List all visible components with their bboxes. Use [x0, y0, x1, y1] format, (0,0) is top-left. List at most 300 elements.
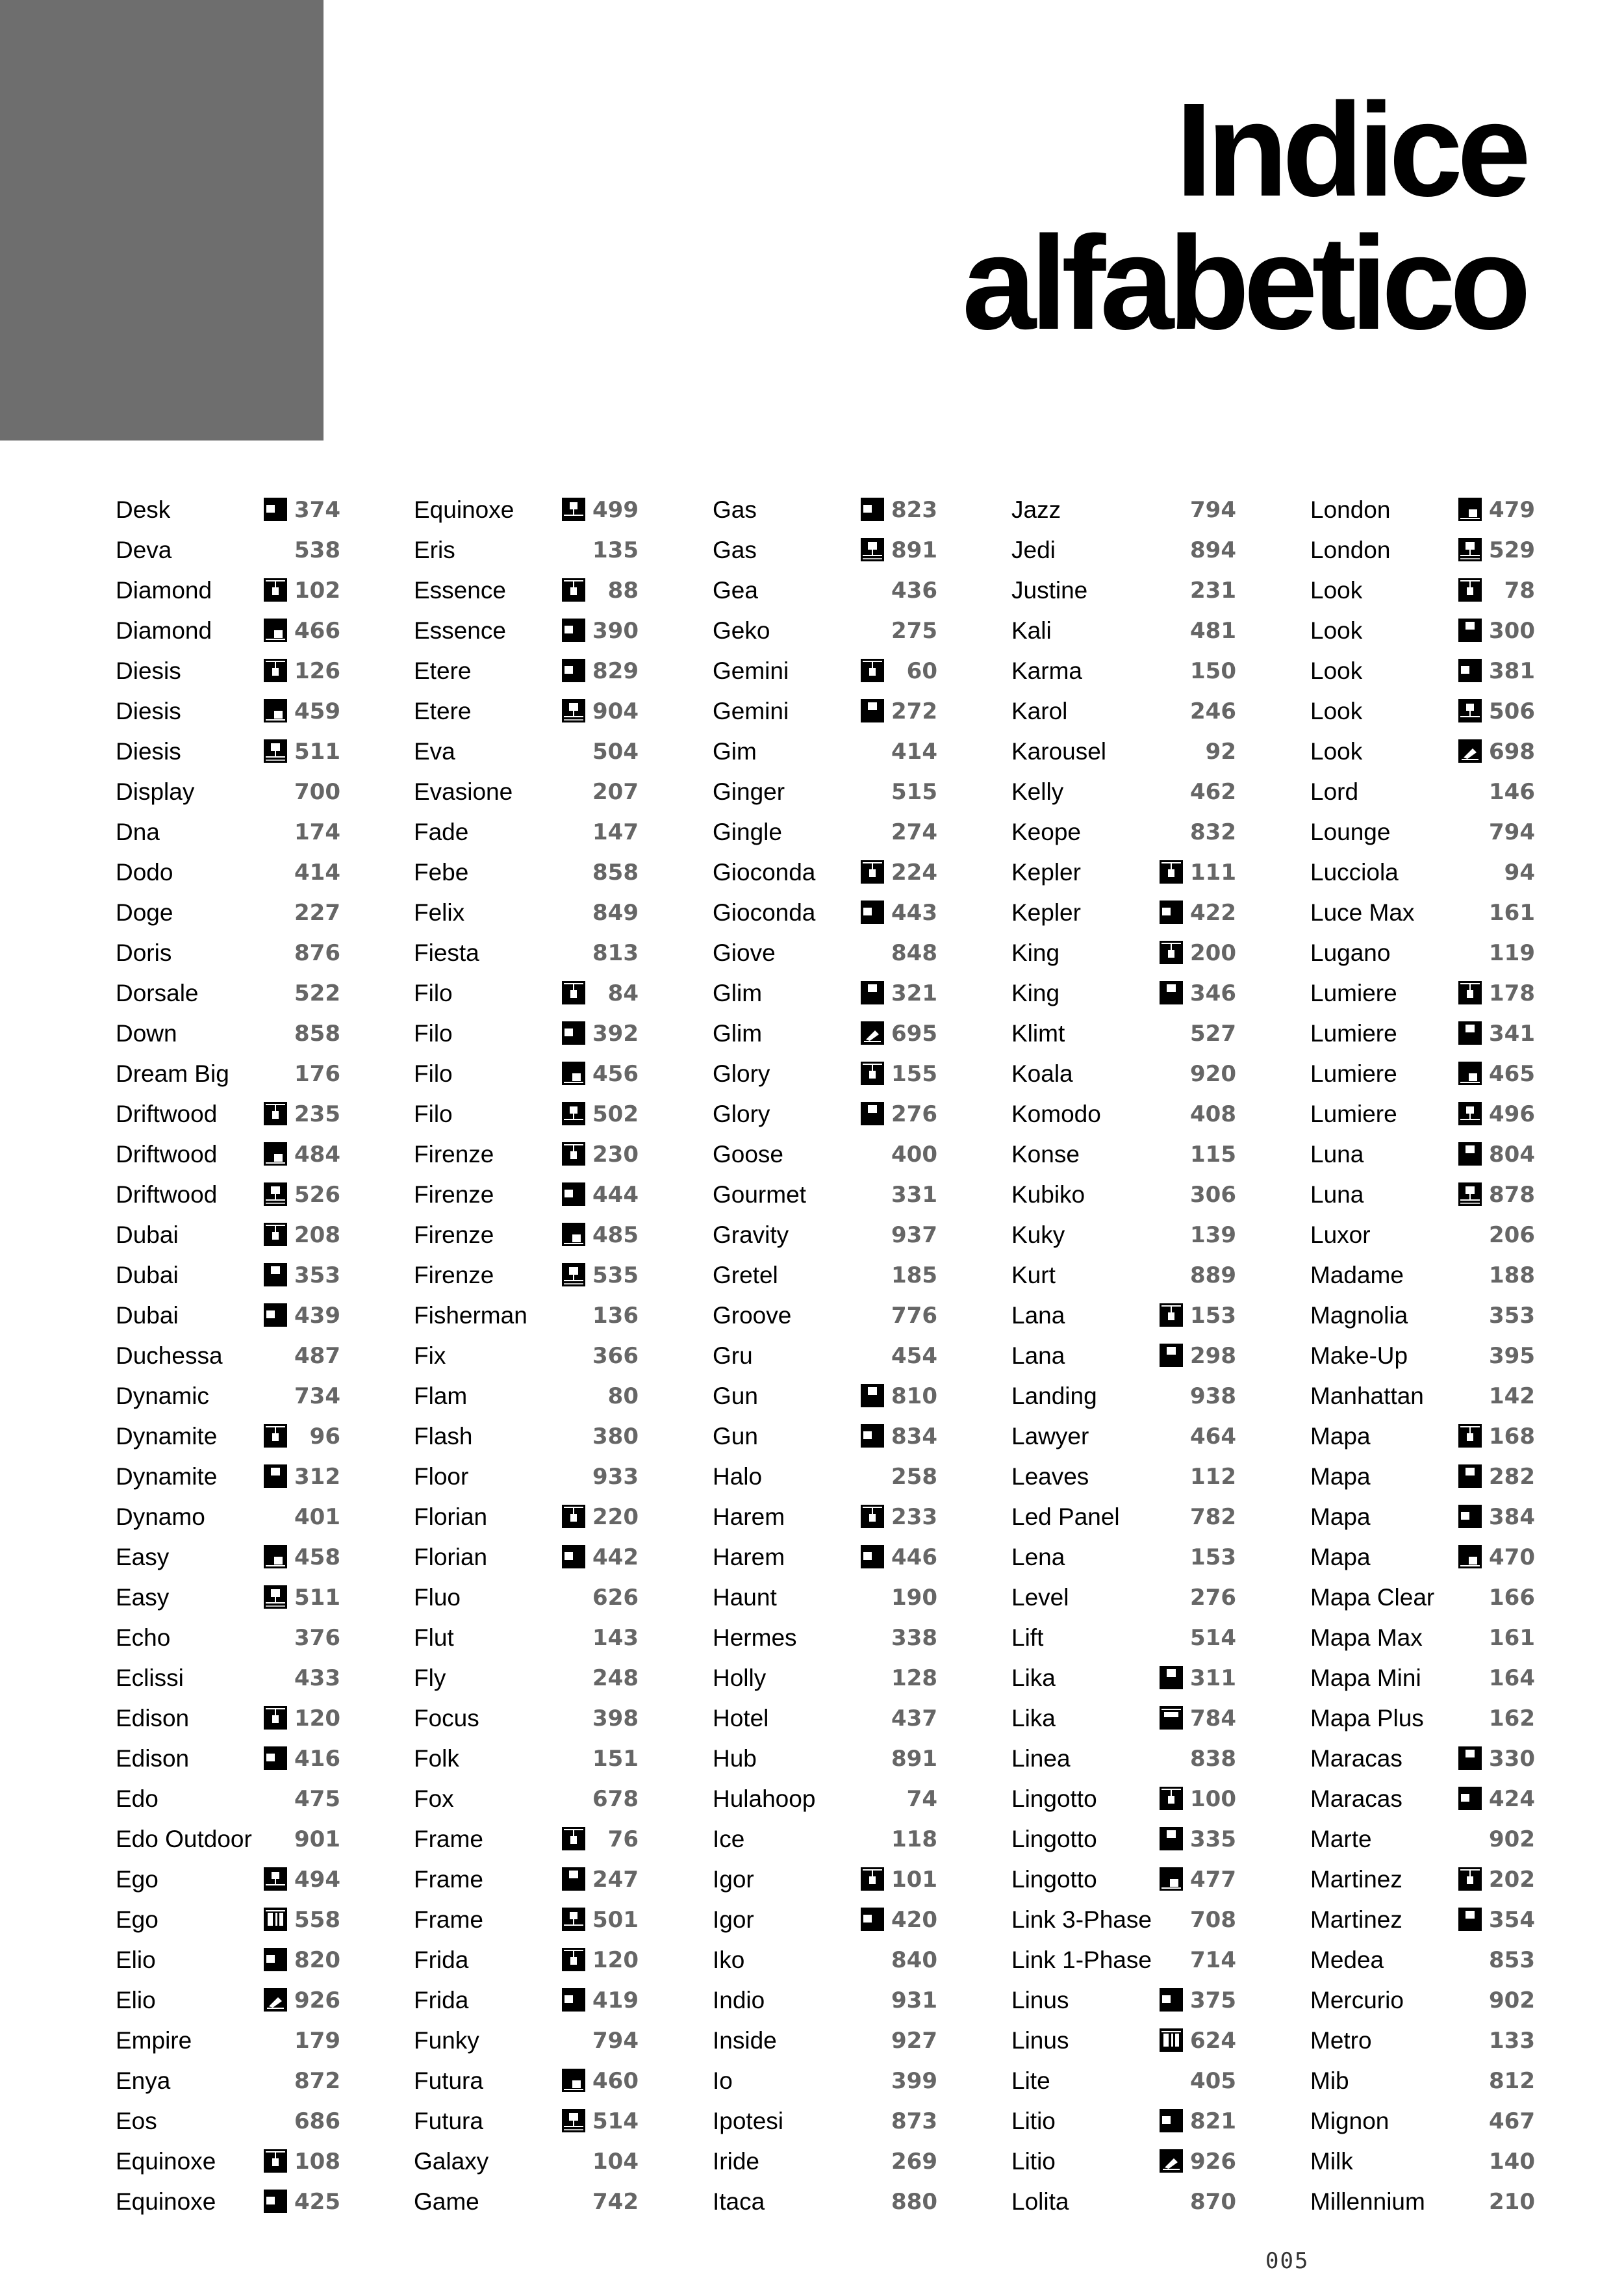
entry-page-number: 331: [891, 1182, 937, 1208]
entry-page-number: 128: [891, 1665, 937, 1691]
index-entry: [1310, 570, 1535, 611]
entry-page-number: 330: [1489, 1746, 1535, 1772]
entry-name: King: [1011, 939, 1060, 966]
index-entry: [116, 893, 340, 933]
entry-name: Gemini: [713, 698, 789, 724]
entry-name: Desk: [116, 496, 171, 523]
entry-page-number: 477: [1190, 1867, 1236, 1893]
entry-page-number: 353: [294, 1262, 340, 1288]
index-entry: [414, 893, 639, 933]
spotlight-icon: [1458, 739, 1482, 763]
index-entry: [414, 1416, 639, 1457]
index-entry: [414, 732, 639, 772]
ceiling-lamp-icon: [562, 1867, 585, 1891]
entry-page-number: 433: [294, 1665, 340, 1691]
index-entry: [1011, 1296, 1236, 1336]
entry-name: Mapa Plus: [1310, 1705, 1424, 1731]
entry-name: Diamond: [116, 577, 212, 604]
page-title: [962, 75, 1525, 357]
index-entry: [1310, 1537, 1535, 1578]
index-entry: [1310, 973, 1535, 1014]
entry-name: Kubiko: [1011, 1181, 1085, 1208]
entry-name: Gas: [713, 496, 757, 523]
entry-page-number: 188: [1489, 1262, 1535, 1288]
entry-name: Dynamite: [116, 1423, 218, 1450]
entry-name: Kurt: [1011, 1262, 1056, 1288]
entry-page-number: 143: [592, 1625, 639, 1651]
entry-page-number: 734: [294, 1383, 340, 1409]
entry-page-number: 933: [592, 1464, 639, 1490]
pendant-lamp-icon: [264, 2149, 287, 2173]
floor-lamp-icon: [562, 1062, 585, 1085]
entry-name: Etere: [414, 698, 472, 724]
index-entry: [116, 2061, 340, 2101]
entry-name: Lumiere: [1310, 980, 1397, 1006]
entry-page-number: 891: [891, 537, 937, 563]
wall-lamp-icon: [861, 1545, 884, 1568]
entry-name: Enya: [116, 2067, 171, 2094]
index-entry: [1011, 1134, 1236, 1175]
entry-name: Lena: [1011, 1544, 1065, 1570]
entry-name: Equinoxe: [116, 2148, 216, 2175]
entry-name: Mapa: [1310, 1503, 1371, 1530]
entry-name: Mercurio: [1310, 1987, 1404, 2013]
entry-name: Ipotesi: [713, 2108, 784, 2134]
index-entry: [713, 1940, 937, 1980]
entry-name: Fly: [414, 1665, 446, 1691]
index-entry: [1011, 2141, 1236, 2182]
entry-page-number: 408: [1190, 1101, 1236, 1127]
entry-page-number: 335: [1190, 1826, 1236, 1852]
index-entry: [713, 2061, 937, 2101]
index-entry: [116, 490, 340, 530]
entry-page-number: 829: [592, 658, 639, 684]
entry-name: Litio: [1011, 2148, 1056, 2175]
entry-page-number: 161: [1489, 900, 1535, 926]
entry-page-number: 133: [1489, 2028, 1535, 2054]
index-entry: [713, 2182, 937, 2222]
entry-name: Maracas: [1310, 1745, 1402, 1772]
index-entry: [116, 611, 340, 651]
entry-page-number: 375: [1190, 1987, 1236, 2013]
index-entry: [1310, 1900, 1535, 1940]
index-entry: [1310, 530, 1535, 570]
index-entry: [414, 1094, 639, 1134]
title-line-1: Indice: [1175, 75, 1525, 224]
pendant-lamp-icon: [1160, 860, 1183, 884]
entry-page-number: 522: [294, 980, 340, 1006]
entry-page-number: 275: [891, 618, 937, 644]
index-entry: [1310, 1940, 1535, 1980]
entry-name: Konse: [1011, 1141, 1080, 1168]
index-entry: [713, 2021, 937, 2061]
entry-page-number: 247: [592, 1867, 639, 1893]
entry-page-number: 458: [294, 1544, 340, 1570]
index-entry: [116, 2101, 340, 2141]
entry-page-number: 311: [1190, 1665, 1236, 1691]
entry-page-number: 686: [294, 2108, 340, 2134]
entry-page-number: 804: [1489, 1142, 1535, 1168]
entry-page-number: 454: [891, 1343, 937, 1369]
index-entry: [1011, 611, 1236, 651]
entry-name: Harem: [713, 1544, 785, 1570]
entry-page-number: 425: [294, 2189, 340, 2215]
entry-name: Landing: [1011, 1383, 1097, 1409]
entry-page-number: 902: [1489, 1826, 1535, 1852]
entry-page-number: 338: [891, 1625, 937, 1651]
entry-name: Edison: [116, 1745, 190, 1772]
index-column-5: [1310, 490, 1535, 2222]
index-entry: [1310, 1618, 1535, 1658]
index-entry: [713, 1900, 937, 1940]
entry-page-number: 481: [1190, 618, 1236, 644]
entry-name: Essence: [414, 577, 506, 604]
entry-name: Dream Big: [116, 1060, 229, 1087]
index-column-4: [1011, 490, 1236, 2222]
entry-page-number: 142: [1489, 1383, 1535, 1409]
entry-name: Galaxy: [414, 2148, 489, 2175]
entry-page-number: 312: [294, 1464, 340, 1490]
entry-name: Kali: [1011, 617, 1052, 644]
entry-page-number: 467: [1489, 2108, 1535, 2134]
entry-page-number: 506: [1489, 698, 1535, 724]
entry-page-number: 443: [891, 900, 937, 926]
wall-lamp-icon: [562, 1545, 585, 1568]
pendant-lamp-icon: [264, 1706, 287, 1730]
index-entry: [116, 1134, 340, 1175]
ceiling-lamp-icon: [1160, 1344, 1183, 1367]
entry-name: Milk: [1310, 2148, 1353, 2175]
entry-page-number: 527: [1190, 1021, 1236, 1047]
pendant-lamp-icon: [861, 1062, 884, 1085]
index-entry: [116, 1416, 340, 1457]
entry-name: Luxor: [1310, 1221, 1371, 1248]
entry-page-number: 891: [891, 1746, 937, 1772]
index-entry: [1310, 812, 1535, 852]
entry-name: Jazz: [1011, 496, 1061, 523]
index-entry: [116, 2182, 340, 2222]
entry-name: Deva: [116, 537, 172, 563]
index-entry: [116, 1739, 340, 1779]
entry-page-number: 535: [592, 1262, 639, 1288]
outdoor-lamp-icon: [1458, 538, 1482, 561]
entry-name: Led Panel: [1011, 1503, 1120, 1530]
entry-name: Martinez: [1310, 1866, 1402, 1893]
entry-page-number: 136: [592, 1303, 639, 1329]
entry-name: Karma: [1011, 658, 1082, 684]
entry-page-number: 230: [592, 1142, 639, 1168]
entry-name: Hulahoop: [713, 1785, 816, 1812]
entry-page-number: 485: [592, 1222, 639, 1248]
entry-name: Luce Max: [1310, 899, 1415, 926]
pendant-lamp-icon: [562, 1827, 585, 1850]
index-entry: [713, 852, 937, 893]
entry-name: Igor: [713, 1906, 754, 1933]
index-entry: [713, 1014, 937, 1054]
entry-name: Kelly: [1011, 778, 1064, 805]
entry-page-number: 872: [294, 2068, 340, 2094]
index-entry: [1310, 1296, 1535, 1336]
index-entry: [116, 1376, 340, 1416]
entry-name: Koala: [1011, 1060, 1073, 1087]
entry-page-number: 235: [294, 1101, 340, 1127]
entry-page-number: 174: [294, 819, 340, 845]
index-entry: [1011, 2101, 1236, 2141]
entry-page-number: 698: [1489, 739, 1535, 765]
table-lamp-icon: [562, 1908, 585, 1931]
index-entry: [1310, 1416, 1535, 1457]
entry-page-number: 231: [1190, 578, 1236, 604]
entry-page-number: 849: [592, 900, 639, 926]
index-entry: [414, 611, 639, 651]
index-entry: [414, 1336, 639, 1376]
entry-name: Groove: [713, 1302, 792, 1329]
index-entry: [116, 1980, 340, 2021]
entry-page-number: 514: [592, 2108, 639, 2134]
index-entry: [1310, 2182, 1535, 2222]
entry-page-number: 380: [592, 1424, 639, 1450]
floor-lamp-icon: [264, 699, 287, 722]
ceiling-lamp-icon: [1458, 1464, 1482, 1488]
entry-name: Lord: [1310, 778, 1359, 805]
entry-page-number: 466: [294, 618, 340, 644]
entry-name: Dorsale: [116, 980, 199, 1006]
index-column-2: [414, 490, 639, 2222]
index-entry: [116, 1658, 340, 1698]
ceiling-lamp-icon: [1458, 1021, 1482, 1045]
entry-page-number: 926: [1190, 2149, 1236, 2175]
wall-lamp-icon: [1458, 1505, 1482, 1528]
entry-name: Itaca: [713, 2188, 765, 2215]
entry-page-number: 424: [1489, 1786, 1535, 1812]
entry-name: Fox: [414, 1785, 454, 1812]
index-entry: [414, 1940, 639, 1980]
entry-page-number: 526: [294, 1182, 340, 1208]
index-entry: [713, 732, 937, 772]
index-entry: [1011, 1859, 1236, 1900]
entry-name: Gas: [713, 537, 757, 563]
ceiling-lamp-icon: [264, 1263, 287, 1286]
index-entry: [1310, 651, 1535, 691]
index-entry: [414, 530, 639, 570]
index-entry: [1011, 1658, 1236, 1698]
entry-name: Iride: [713, 2148, 759, 2175]
entry-name: Mapa Max: [1310, 1624, 1423, 1651]
index-entry: [414, 1658, 639, 1698]
index-entry: [1011, 1537, 1236, 1578]
entry-name: Fix: [414, 1342, 446, 1369]
entry-page-number: 414: [294, 860, 340, 886]
entry-page-number: 374: [294, 497, 340, 523]
wall-lamp-icon: [562, 619, 585, 642]
index-entry: [414, 2141, 639, 2182]
entry-name: Dubai: [116, 1302, 179, 1329]
entry-page-number: 439: [294, 1303, 340, 1329]
entry-name: Driftwood: [116, 1141, 218, 1168]
entry-page-number: 870: [1190, 2189, 1236, 2215]
entry-page-number: 200: [1190, 940, 1236, 966]
entry-name: Gun: [713, 1383, 758, 1409]
entry-name: Glory: [713, 1060, 770, 1087]
entry-name: Funky: [414, 2027, 479, 2054]
entry-page-number: 276: [1190, 1585, 1236, 1611]
entry-page-number: 161: [1489, 1625, 1535, 1651]
index-entry: [116, 973, 340, 1014]
entry-page-number: 276: [891, 1101, 937, 1127]
entry-page-number: 784: [1190, 1706, 1236, 1731]
index-entry: [414, 1134, 639, 1175]
entry-page-number: 102: [294, 578, 340, 604]
index-entry: [414, 1578, 639, 1618]
entry-page-number: 354: [1489, 1907, 1535, 1933]
entry-page-number: 465: [1489, 1061, 1535, 1087]
entry-page-number: 147: [592, 819, 639, 845]
entry-name: Lingotto: [1011, 1826, 1097, 1852]
entry-page-number: 889: [1190, 1262, 1236, 1288]
entry-page-number: 224: [891, 860, 937, 886]
index-entry: [713, 1618, 937, 1658]
entry-page-number: 470: [1489, 1544, 1535, 1570]
index-entry: [116, 1618, 340, 1658]
entry-page-number: 176: [294, 1061, 340, 1087]
wall-lamp-icon: [861, 901, 884, 924]
index-entry: [414, 1698, 639, 1739]
entry-name: Martinez: [1310, 1906, 1402, 1933]
index-entry: [713, 1859, 937, 1900]
index-entry: [1011, 893, 1236, 933]
entry-page-number: 840: [891, 1947, 937, 1973]
entry-name: Filo: [414, 1101, 453, 1127]
entry-name: Kepler: [1011, 899, 1081, 926]
index-entry: [116, 570, 340, 611]
entry-name: Look: [1310, 658, 1363, 684]
floor-lamp-icon: [1458, 1062, 1482, 1085]
entry-page-number: 502: [592, 1101, 639, 1127]
entry-name: Eva: [414, 738, 455, 765]
entry-page-number: 120: [294, 1706, 340, 1731]
entry-name: Glim: [713, 1020, 763, 1047]
entry-name: Easy: [116, 1584, 170, 1611]
entry-name: Equinoxe: [116, 2188, 216, 2215]
pendant-lamp-icon: [562, 578, 585, 602]
entry-name: Gun: [713, 1423, 758, 1450]
index-entry: [414, 1175, 639, 1215]
ceiling-lamp-icon: [1458, 1908, 1482, 1931]
entry-name: Filo: [414, 1020, 453, 1047]
pendant-lamp-icon: [1160, 1303, 1183, 1327]
entry-page-number: 150: [1190, 658, 1236, 684]
entry-name: Eris: [414, 537, 455, 563]
entry-page-number: 446: [891, 1544, 937, 1570]
entry-name: Florian: [414, 1544, 488, 1570]
index-entry: [414, 2182, 639, 2222]
entry-page-number: 220: [592, 1504, 639, 1530]
floor-lamp-icon: [264, 1545, 287, 1568]
pendant-lamp-icon: [562, 981, 585, 1004]
index-entry: [713, 772, 937, 812]
index-entry: [1011, 1175, 1236, 1215]
index-entry: [116, 1014, 340, 1054]
index-entry: [414, 691, 639, 732]
entry-name: Dynamic: [116, 1383, 209, 1409]
index-entry: [414, 852, 639, 893]
index-entry: [116, 1537, 340, 1578]
entry-page-number: 84: [607, 980, 639, 1006]
pendant-lamp-icon: [1458, 1424, 1482, 1448]
entry-page-number: 306: [1190, 1182, 1236, 1208]
entry-name: Fluo: [414, 1584, 461, 1611]
entry-page-number: 282: [1489, 1464, 1535, 1490]
entry-page-number: 341: [1489, 1021, 1535, 1047]
entry-name: Inside: [713, 2027, 777, 2054]
index-entry: [414, 1376, 639, 1416]
entry-page-number: 926: [294, 1987, 340, 2013]
index-entry: [713, 893, 937, 933]
entry-page-number: 153: [1190, 1303, 1236, 1329]
index-entry: [1310, 1497, 1535, 1537]
entry-name: Gretel: [713, 1262, 778, 1288]
entry-name: Look: [1310, 698, 1363, 724]
entry-name: Jedi: [1011, 537, 1056, 563]
entry-name: Litio: [1011, 2108, 1056, 2134]
entry-name: Mapa: [1310, 1544, 1371, 1570]
floor-lamp-icon: [1458, 1545, 1482, 1568]
index-entry: [1011, 973, 1236, 1014]
entry-name: Dna: [116, 819, 160, 845]
entry-page-number: 151: [592, 1746, 639, 1772]
entry-page-number: 405: [1190, 2068, 1236, 2094]
entry-page-number: 96: [309, 1424, 340, 1450]
entry-page-number: 499: [592, 497, 639, 523]
index-entry: [116, 1296, 340, 1336]
pendant-lamp-icon: [1458, 578, 1482, 602]
index-column-3: [713, 490, 937, 2222]
entry-name: Focus: [414, 1705, 479, 1731]
entry-page-number: 168: [1489, 1424, 1535, 1450]
entry-page-number: 207: [592, 779, 639, 805]
index-entry: [1310, 691, 1535, 732]
entry-page-number: 60: [906, 658, 937, 684]
wall-lamp-icon: [264, 498, 287, 521]
index-entry: [116, 1859, 340, 1900]
ceiling-lamp-icon: [1160, 981, 1183, 1004]
entry-name: Leaves: [1011, 1463, 1089, 1490]
entry-name: Echo: [116, 1624, 171, 1651]
entry-name: Floor: [414, 1463, 469, 1490]
entry-name: Mapa: [1310, 1423, 1371, 1450]
index-entry: [1011, 651, 1236, 691]
pendant-lamp-icon: [562, 1948, 585, 1971]
entry-page-number: 126: [294, 658, 340, 684]
entry-name: Frida: [414, 1987, 469, 2013]
floor-lamp-icon: [264, 1142, 287, 1166]
entry-name: Ego: [116, 1866, 159, 1893]
entry-page-number: 873: [891, 2108, 937, 2134]
index-entry: [1310, 1859, 1535, 1900]
entry-name: Maracas: [1310, 1785, 1402, 1812]
index-entry: [1310, 852, 1535, 893]
entry-page-number: 78: [1504, 578, 1535, 604]
index-entry: [116, 732, 340, 772]
entry-name: Frida: [414, 1947, 469, 1973]
index-entry: [713, 1779, 937, 1819]
index-entry: [1310, 1739, 1535, 1779]
entry-page-number: 700: [294, 779, 340, 805]
ceiling-lamp-icon: [861, 981, 884, 1004]
outdoor-lamp-icon: [264, 1182, 287, 1206]
entry-name: Firenze: [414, 1141, 494, 1168]
entry-name: Fade: [414, 819, 469, 845]
